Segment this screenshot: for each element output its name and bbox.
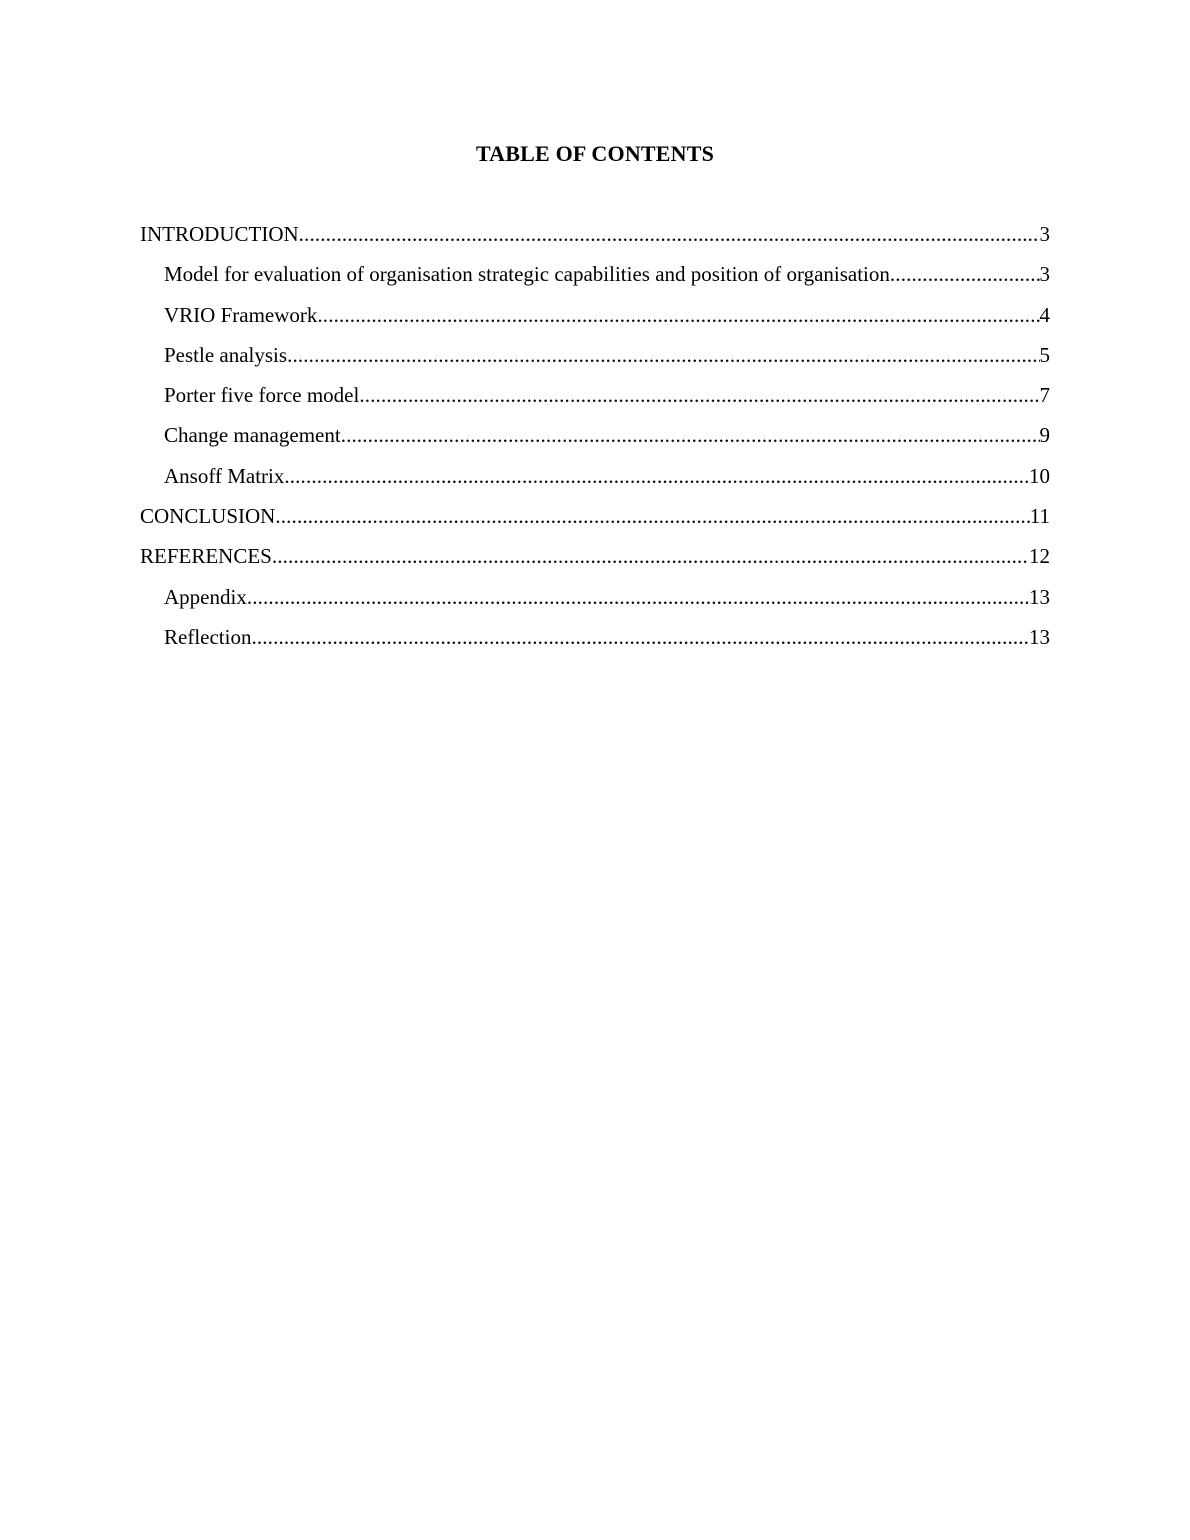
toc-entry-label: Ansoff Matrix (164, 463, 285, 488)
toc-dot-leader (317, 301, 1039, 329)
toc-entry-label: VRIO Framework (164, 302, 318, 327)
toc-dot-leader (299, 220, 1040, 248)
toc-entry-label: Porter five force model (164, 383, 360, 408)
toc-entry-introduction[interactable] (140, 220, 1050, 260)
toc-entry-ansoff-matrix[interactable] (140, 462, 1050, 502)
toc-entry-label: CONCLUSION (140, 504, 276, 529)
toc-dot-leader (359, 381, 1039, 409)
toc-dot-leader (341, 421, 1040, 449)
toc-entry-label: REFERENCES (140, 544, 272, 569)
toc-page-number: 3 (1039, 222, 1050, 246)
toc-page-number: 5 (1039, 342, 1050, 367)
toc-page-number: 3 (1039, 262, 1050, 287)
toc-entry-model-evaluation[interactable] (140, 260, 1050, 300)
toc-page-number: 9 (1039, 423, 1050, 448)
toc-dot-leader (251, 623, 1029, 651)
toc-entry-references[interactable] (140, 542, 1050, 582)
toc-dot-leader (275, 502, 1029, 530)
toc-entry-change-management[interactable] (140, 421, 1050, 461)
toc-entry-label: Reflection (164, 624, 252, 649)
toc-entry-label: Change management (164, 423, 341, 448)
toc-page-number: 7 (1039, 383, 1050, 408)
toc-title: TABLE OF CONTENTS (475, 141, 715, 166)
toc-page-number: 13 (1029, 624, 1050, 649)
toc-entry-pestle-analysis[interactable] (140, 341, 1050, 381)
toc-page-number: 4 (1039, 302, 1050, 327)
toc-page-number: 11 (1029, 504, 1050, 529)
toc-page-number: 12 (1029, 544, 1050, 569)
toc-dot-leader (284, 462, 1029, 490)
toc-entry-reflection[interactable] (140, 623, 1050, 663)
toc-entry-label: Model for evaluation of organisation strategic capabilities and position of organisation (164, 262, 890, 287)
toc-entry-conclusion[interactable] (140, 502, 1050, 542)
toc-entry-label: INTRODUCTION (140, 222, 299, 246)
toc-dot-leader (247, 583, 1029, 611)
toc-dot-leader (287, 341, 1039, 369)
toc-entry-label: Pestle analysis (164, 342, 288, 367)
toc-entry-porter-five-force[interactable] (140, 381, 1050, 421)
toc-entry-appendix[interactable] (140, 583, 1050, 623)
toc-page-number: 13 (1029, 584, 1050, 609)
toc-entry-label: Appendix (164, 584, 247, 609)
toc-page-number: 10 (1029, 463, 1050, 488)
toc-list (140, 220, 1050, 663)
toc-dot-leader (890, 260, 1040, 288)
toc-dot-leader (272, 542, 1029, 570)
toc-entry-vrio-framework[interactable] (140, 301, 1050, 341)
